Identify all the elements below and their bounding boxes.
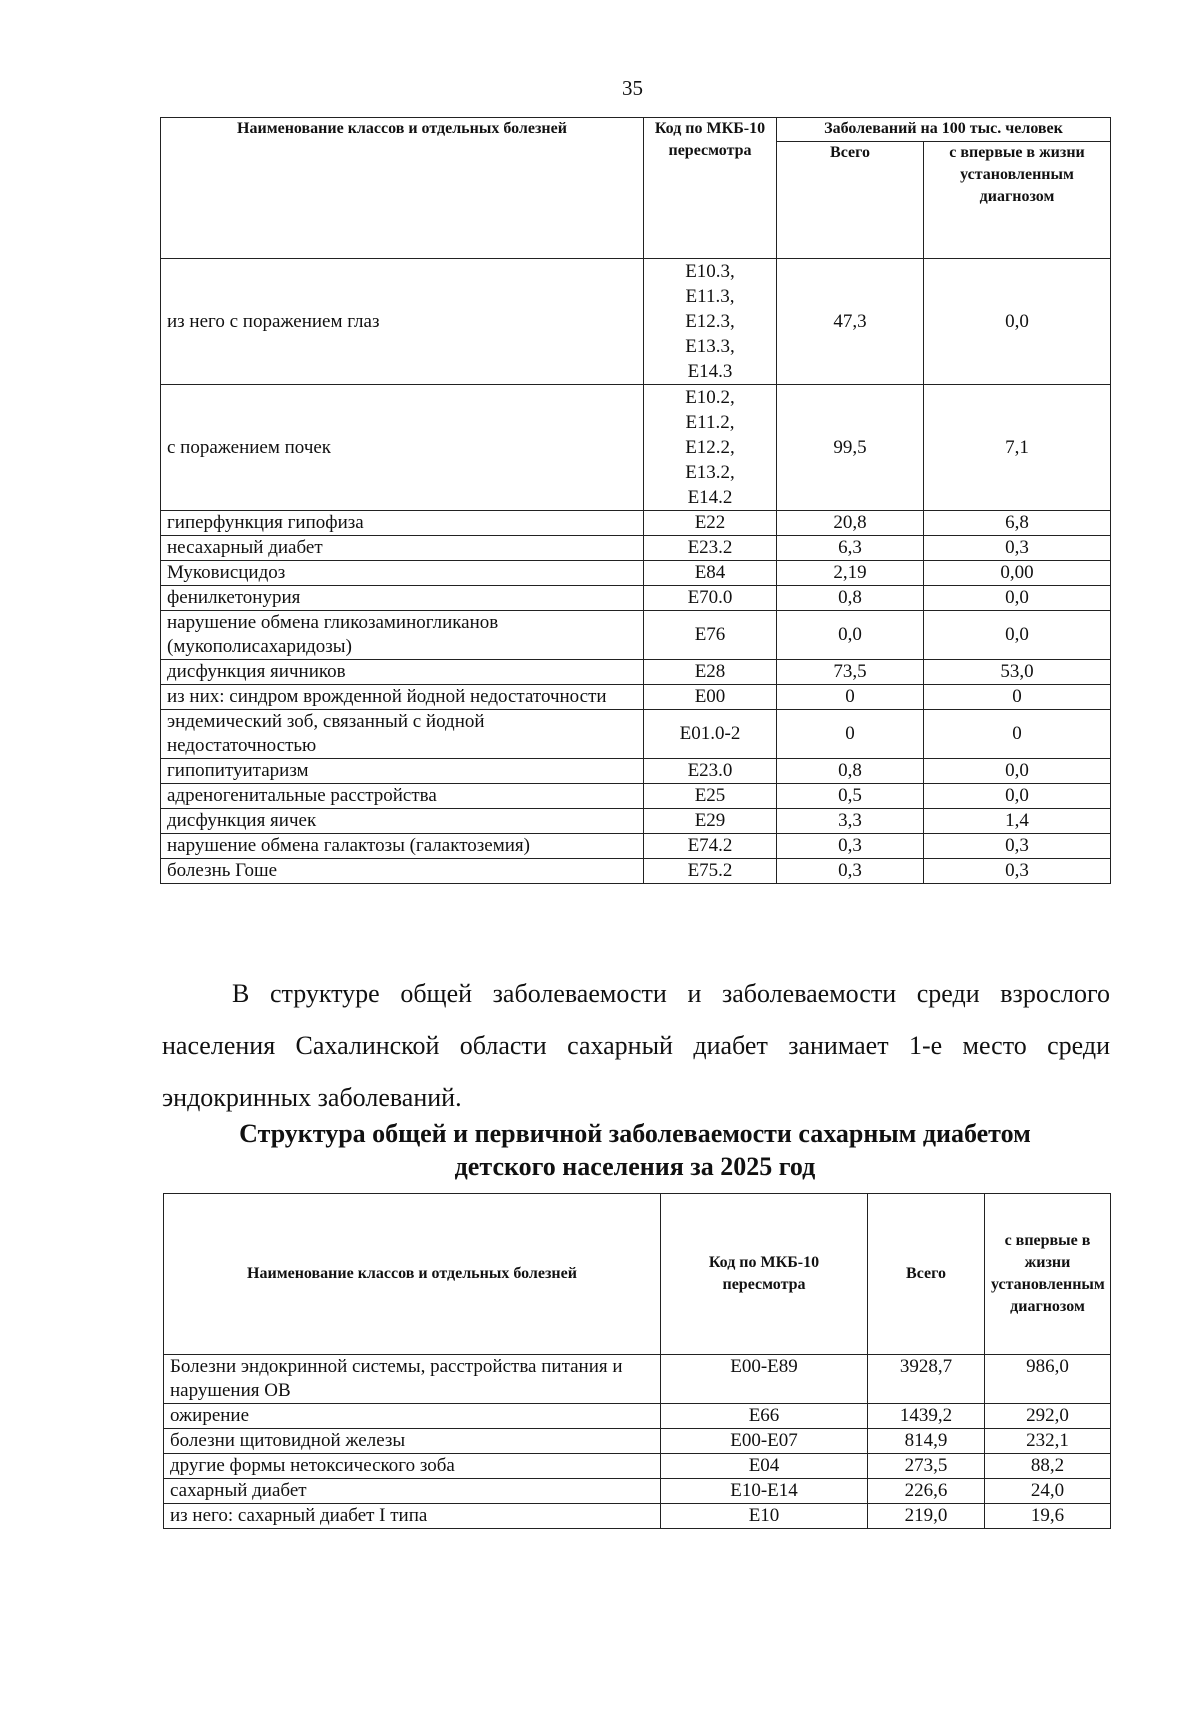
disease-name: Муковисцидоз <box>161 561 644 586</box>
rate-new: 88,2 <box>985 1454 1111 1479</box>
paragraph-diabetes: В структуре общей заболеваемости и заболеваемости среди взрослого населения Сахалинской области сахарный диабет занимает 1-е место среди эндокринных заболеваний. <box>162 979 1110 1112</box>
table-row <box>164 1479 1111 1504</box>
rate-new: 0,00 <box>924 561 1111 586</box>
rate-total: 0,3 <box>777 834 924 859</box>
table-row <box>161 809 1111 834</box>
rate-total: 20,8 <box>777 511 924 536</box>
icd-code: E25 <box>644 784 777 809</box>
icd-code: E10-E14 <box>661 1479 868 1504</box>
table-row <box>164 1454 1111 1479</box>
table-row <box>161 660 1111 685</box>
disease-name: болезнь Гоше <box>161 859 644 884</box>
rate-total: 73,5 <box>777 660 924 685</box>
disease-name: из него: сахарный диабет I типа <box>164 1504 661 1529</box>
t1-header-name: Наименование классов и отдельных болезней <box>161 118 644 259</box>
rate-new: 0,3 <box>924 536 1111 561</box>
icd-code: E23.0 <box>644 759 777 784</box>
icd-code: E74.2 <box>644 834 777 859</box>
icd-code: E22 <box>644 511 777 536</box>
t1-header-group: Заболеваний на 100 тыс. человек <box>777 118 1111 142</box>
rate-total: 0,3 <box>777 859 924 884</box>
disease-name: несахарный диабет <box>161 536 644 561</box>
disease-name: дисфункция яичников <box>161 660 644 685</box>
icd-code: E70.0 <box>644 586 777 611</box>
table-row <box>161 834 1111 859</box>
table-row <box>161 784 1111 809</box>
table-row <box>161 536 1111 561</box>
rate-total: 0 <box>777 685 924 710</box>
table-endocrine-diseases-continued <box>160 117 1111 884</box>
disease-name: гипопитуитаризм <box>161 759 644 784</box>
icd-code: E04 <box>661 1454 868 1479</box>
disease-name: гиперфункция гипофиза <box>161 511 644 536</box>
icd-code-line: E12.2, <box>685 437 735 458</box>
disease-name: фенилкетонурия <box>161 586 644 611</box>
t2-header-code: Код по МКБ-10 пересмотра <box>661 1194 868 1355</box>
rate-new: 1,4 <box>924 809 1111 834</box>
disease-name: адреногенитальные расстройства <box>161 784 644 809</box>
rate-new: 0 <box>924 685 1111 710</box>
rate-new: 19,6 <box>985 1504 1111 1529</box>
rate-new: 7,1 <box>924 385 1111 511</box>
table2-title-line1: Структура общей и первичной заболеваемости сахарным диабетом <box>239 1119 1031 1148</box>
icd-code <box>644 385 777 511</box>
rate-new: 0,0 <box>924 586 1111 611</box>
icd-code-line: E11.2, <box>685 412 735 433</box>
t2-header-total: Всего <box>868 1194 985 1355</box>
t2-header-new: с впервые в жизни установленным диагнозом <box>985 1194 1111 1355</box>
rate-total: 3,3 <box>777 809 924 834</box>
table-row <box>161 511 1111 536</box>
table-row <box>161 759 1111 784</box>
icd-code: E75.2 <box>644 859 777 884</box>
icd-code: E28 <box>644 660 777 685</box>
icd-code-line: E14.2 <box>687 487 733 508</box>
icd-code-line: E13.2, <box>685 462 735 483</box>
rate-total: 6,3 <box>777 536 924 561</box>
icd-code: E10 <box>661 1504 868 1529</box>
table2-title <box>160 1117 1110 1183</box>
rate-total: 273,5 <box>868 1454 985 1479</box>
disease-name: с поражением почек <box>161 385 644 511</box>
icd-code-line: E13.3, <box>685 336 735 357</box>
icd-code-line: E12.3, <box>685 311 735 332</box>
disease-name: из них: синдром врожденной йодной недостаточности <box>161 685 644 710</box>
rate-total: 2,19 <box>777 561 924 586</box>
table-row <box>161 385 1111 511</box>
rate-new: 0,0 <box>924 784 1111 809</box>
disease-name: болезни щитовидной железы <box>164 1429 661 1454</box>
table-diabetes-children <box>163 1193 1111 1529</box>
icd-code-line: E14.3 <box>687 361 733 382</box>
rate-new: 53,0 <box>924 660 1111 685</box>
rate-total: 0,8 <box>777 759 924 784</box>
t1-header-new: с впервые в жизни установленным диагнозом <box>924 141 1111 258</box>
rate-total: 219,0 <box>868 1504 985 1529</box>
rate-total: 0 <box>777 710 924 759</box>
icd-code: E00-E07 <box>661 1429 868 1454</box>
rate-new: 986,0 <box>985 1355 1111 1404</box>
rate-new: 0,3 <box>924 834 1111 859</box>
rate-new: 0,0 <box>924 259 1111 385</box>
rate-total: 47,3 <box>777 259 924 385</box>
table-row <box>161 859 1111 884</box>
icd-code <box>644 259 777 385</box>
rate-total: 1439,2 <box>868 1404 985 1429</box>
table-row <box>164 1504 1111 1529</box>
disease-name: эндемический зоб, связанный с йодной недостаточностью <box>161 710 644 759</box>
rate-new: 0,0 <box>924 759 1111 784</box>
rate-new: 0,3 <box>924 859 1111 884</box>
icd-code: E00 <box>644 685 777 710</box>
page-number: 35 <box>622 76 643 100</box>
icd-code: E66 <box>661 1404 868 1429</box>
icd-code: E29 <box>644 809 777 834</box>
table-row <box>161 586 1111 611</box>
rate-new: 0 <box>924 710 1111 759</box>
rate-total: 0,0 <box>777 611 924 660</box>
disease-name: дисфункция яичек <box>161 809 644 834</box>
icd-code: E23.2 <box>644 536 777 561</box>
rate-new: 232,1 <box>985 1429 1111 1454</box>
table-row <box>161 710 1111 759</box>
icd-code-line: E10.3, <box>685 261 735 282</box>
rate-new: 6,8 <box>924 511 1111 536</box>
rate-total: 0,5 <box>777 784 924 809</box>
disease-name: нарушение обмена гликозаминогликанов (мукополисахаридозы) <box>161 611 644 660</box>
icd-code-line: E11.3, <box>685 286 735 307</box>
disease-name: другие формы нетоксического зоба <box>164 1454 661 1479</box>
icd-code: E01.0-2 <box>644 710 777 759</box>
disease-name: ожирение <box>164 1404 661 1429</box>
table-row <box>164 1429 1111 1454</box>
rate-total: 99,5 <box>777 385 924 511</box>
rate-total: 814,9 <box>868 1429 985 1454</box>
icd-code: E76 <box>644 611 777 660</box>
table-row <box>161 561 1111 586</box>
rate-total: 226,6 <box>868 1479 985 1504</box>
disease-name: из него с поражением глаз <box>161 259 644 385</box>
table-row <box>161 259 1111 385</box>
icd-code: E00-E89 <box>661 1355 868 1404</box>
t1-header-code: Код по МКБ-10 пересмотра <box>644 118 777 259</box>
disease-name: Болезни эндокринной системы, расстройства питания и нарушения ОВ <box>164 1355 661 1404</box>
icd-code: E84 <box>644 561 777 586</box>
disease-name: сахарный диабет <box>164 1479 661 1504</box>
rate-new: 0,0 <box>924 611 1111 660</box>
rate-new: 292,0 <box>985 1404 1111 1429</box>
icd-code-line: E10.2, <box>685 387 735 408</box>
rate-total: 0,8 <box>777 586 924 611</box>
table-row <box>161 611 1111 660</box>
table2-title-line2: детского населения за 2025 год <box>454 1152 816 1181</box>
t1-header-total: Всего <box>777 141 924 258</box>
table-row <box>164 1355 1111 1404</box>
table-row <box>164 1404 1111 1429</box>
t2-header-name: Наименование классов и отдельных болезней <box>164 1194 661 1355</box>
table-row <box>161 685 1111 710</box>
rate-total: 3928,7 <box>868 1355 985 1404</box>
rate-new: 24,0 <box>985 1479 1111 1504</box>
disease-name: нарушение обмена галактозы (галактоземия) <box>161 834 644 859</box>
